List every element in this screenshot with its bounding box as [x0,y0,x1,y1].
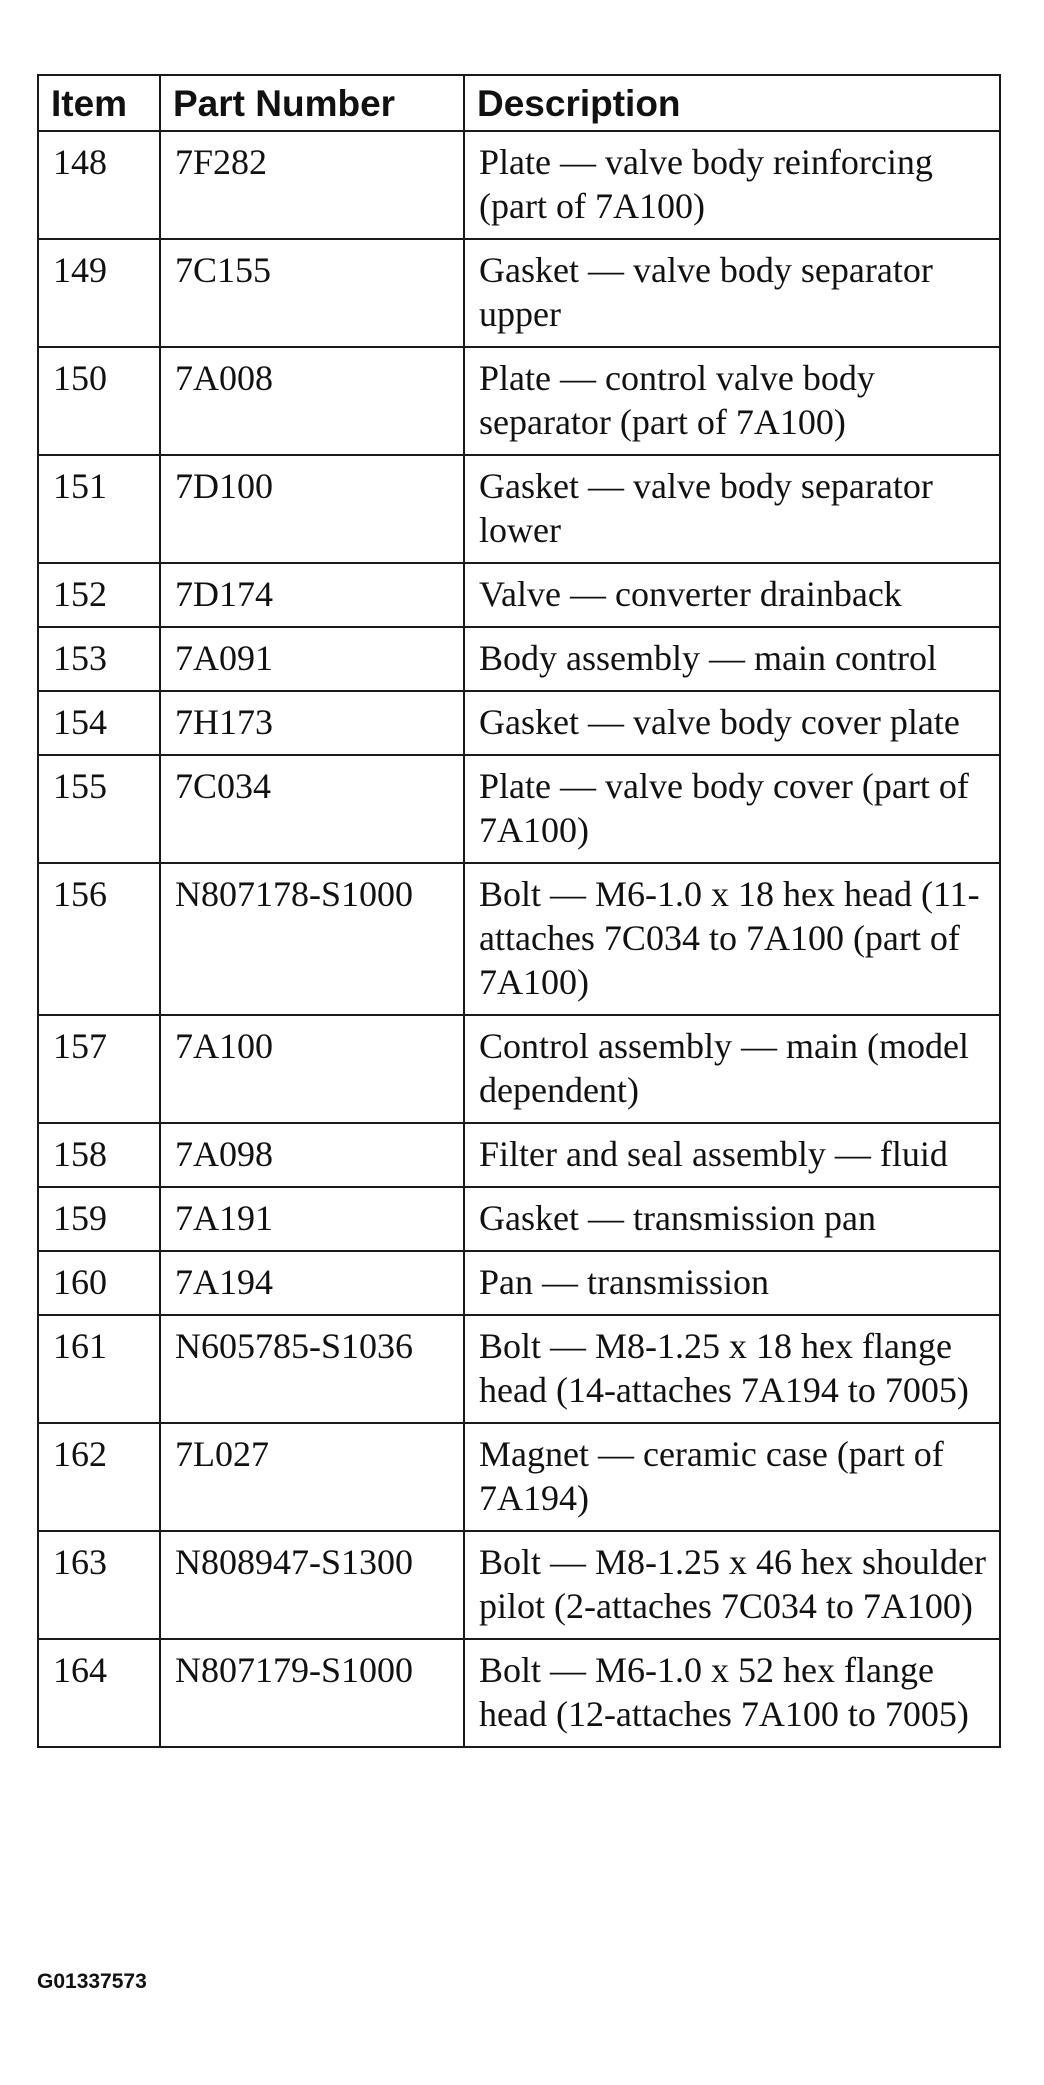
description-cell: Plate — valve body reinforcing (part of 7A100) [464,131,1000,239]
part-number-cell: 7C034 [160,755,464,863]
part-number-cell: N807179-S1000 [160,1639,464,1747]
part-number-cell: 7A098 [160,1123,464,1187]
description-cell: Gasket — valve body cover plate [464,691,1000,755]
item-cell: 152 [38,563,160,627]
table-row [38,1315,1000,1423]
table-row [38,1531,1000,1639]
header-description: Description [464,75,1000,131]
part-number-cell: 7A194 [160,1251,464,1315]
parts-table [37,74,1001,1748]
item-cell: 157 [38,1015,160,1123]
description-cell: Bolt — M6-1.0 x 52 hex flange head (12-attaches 7A100 to 7005) [464,1639,1000,1747]
description-cell: Gasket — valve body separator upper [464,239,1000,347]
part-number-cell: 7D100 [160,455,464,563]
description-cell: Control assembly — main (model dependent) [464,1015,1000,1123]
item-cell: 155 [38,755,160,863]
table-row [38,1423,1000,1531]
table-row [38,239,1000,347]
header-item: Item [38,75,160,131]
item-cell: 148 [38,131,160,239]
part-number-cell: 7F282 [160,131,464,239]
table-row [38,131,1000,239]
part-number-cell: 7A008 [160,347,464,455]
part-number-cell: N808947-S1300 [160,1531,464,1639]
item-cell: 164 [38,1639,160,1747]
table-row [38,455,1000,563]
table-row [38,347,1000,455]
table-row [38,1123,1000,1187]
description-cell: Pan — transmission [464,1251,1000,1315]
table-row [38,627,1000,691]
part-number-cell: 7D174 [160,563,464,627]
description-cell: Gasket — transmission pan [464,1187,1000,1251]
description-cell: Bolt — M8-1.25 x 46 hex shoulder pilot (2-attaches 7C034 to 7A100) [464,1531,1000,1639]
part-number-cell: 7A091 [160,627,464,691]
part-number-cell: N605785-S1036 [160,1315,464,1423]
table-row [38,863,1000,1015]
table-row [38,1187,1000,1251]
description-cell: Bolt — M6-1.0 x 18 hex head (11-attaches 7C034 to 7A100 (part of 7A100) [464,863,1000,1015]
item-cell: 156 [38,863,160,1015]
item-cell: 154 [38,691,160,755]
header-part-number: Part Number [160,75,464,131]
description-cell: Plate — control valve body separator (part of 7A100) [464,347,1000,455]
table-header [38,75,1000,131]
description-cell: Bolt — M8-1.25 x 18 hex flange head (14-attaches 7A194 to 7005) [464,1315,1000,1423]
description-cell: Body assembly — main control [464,627,1000,691]
part-number-cell: 7A191 [160,1187,464,1251]
item-cell: 159 [38,1187,160,1251]
figure-id: G01337573 [37,1970,147,1993]
part-number-cell: N807178-S1000 [160,863,464,1015]
part-number-cell: 7H173 [160,691,464,755]
table-row [38,1251,1000,1315]
part-number-cell: 7L027 [160,1423,464,1531]
item-cell: 153 [38,627,160,691]
item-cell: 158 [38,1123,160,1187]
table-body [38,131,1000,1747]
description-cell: Plate — valve body cover (part of 7A100) [464,755,1000,863]
part-number-cell: 7C155 [160,239,464,347]
item-cell: 161 [38,1315,160,1423]
description-cell: Magnet — ceramic case (part of 7A194) [464,1423,1000,1531]
description-cell: Valve — converter drainback [464,563,1000,627]
item-cell: 160 [38,1251,160,1315]
item-cell: 149 [38,239,160,347]
item-cell: 150 [38,347,160,455]
description-cell: Gasket — valve body separator lower [464,455,1000,563]
table-row [38,755,1000,863]
item-cell: 162 [38,1423,160,1531]
table-row [38,563,1000,627]
header-row [38,75,1000,131]
table-row [38,691,1000,755]
item-cell: 151 [38,455,160,563]
table-row [38,1639,1000,1747]
description-cell: Filter and seal assembly — fluid [464,1123,1000,1187]
part-number-cell: 7A100 [160,1015,464,1123]
item-cell: 163 [38,1531,160,1639]
table-row [38,1015,1000,1123]
